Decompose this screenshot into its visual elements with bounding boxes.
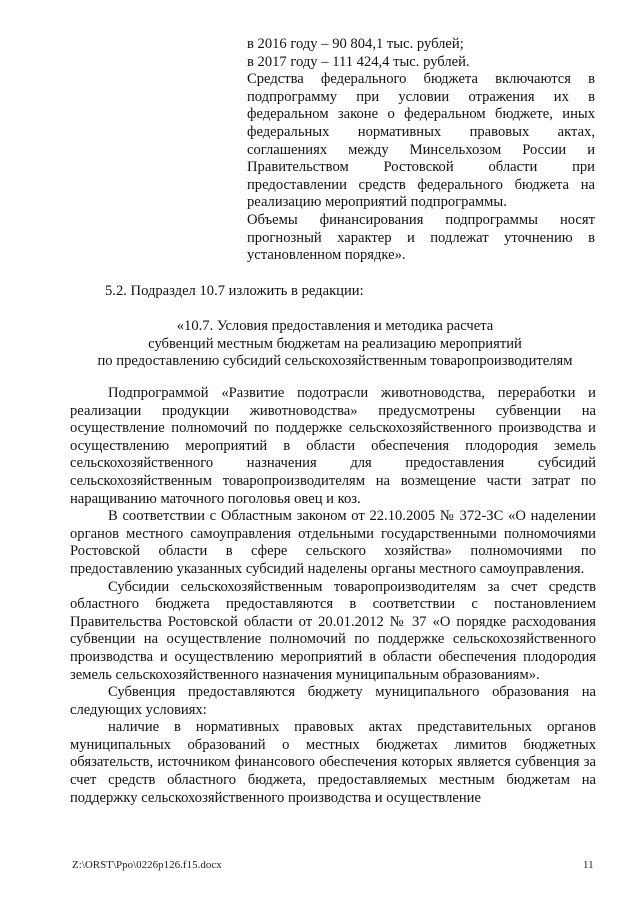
footer-file-path: Z:\ORST\Ppo\0226p126.f15.docx [72, 859, 222, 871]
body-paragraph-2: В соответствии с Областным законом от 22.10.2005 № 372-ЗС «О наделении органов местного самоуправления отдельными государственными полномочиями Ростовской области в сфере сельского хозяйства» полномочиями по предоставлению указанных субсидий наделены органы местного самоуправления. [70, 508, 596, 577]
section-item: 5.2. Подраздел 10.7 изложить в редакции: [105, 283, 364, 299]
body-text [70, 385, 596, 807]
paragraph-federal-funds: Средства федерального бюджета включаются в подпрограмму при условии отражения их в федеральном законе о федеральном бюджете, иных федеральных нормативных правовых актах, соглашениях между Минсельхозом России и Правительством Ростовской области при предоставлении средств федерального бюджета на реализацию мероприятий подпрограммы. [247, 71, 595, 211]
heading-line-1: «10.7. Условия предоставления и методика расчета [176, 318, 494, 334]
section-heading [70, 318, 600, 371]
body-paragraph-5: наличие в нормативных правовых актах представительных органов муниципальных образований о местных бюджетах лимитов бюджетных обязательств, источником финансового обеспечения которых является субвенция за счет средств областного бюджета, предоставляемых местным бюджетам на поддержку сельскохозяйственного производства и осуществление [70, 719, 596, 806]
heading-line-2: субвенций местным бюджетам на реализацию мероприятий [148, 335, 522, 352]
body-paragraph-1: Подпрограммой «Развитие подотрасли животноводства, переработки и реализации продукции животноводства» предусмотрены субвенции на осуществление полномочий по поддержке сельскохозяйственного производства и осуществлению мероприятий в области обеспечения плодородия земель сельскохозяйственного назначения для предоставления субсидий сельскохозяйственным товаропроизводителям на возмещение части затрат по наращиванию маточного поголовья овец и коз. [70, 385, 596, 507]
body-paragraph-4: Субвенция предоставляются бюджету муниципального образования на следующих условиях: [70, 684, 596, 718]
paragraph-financing-volumes: Объемы финансирования подпрограммы носят прогнозный характер и подлежат уточнению в установленном порядке». [247, 211, 595, 264]
footer-page-number: 11 [583, 859, 594, 871]
top-block [247, 36, 595, 265]
line-2016: в 2016 году – 90 804,1 тыс. рублей; [247, 36, 464, 52]
heading-line-3: по предоставлению субсидий сельскохозяйственным товаропроизводителям [97, 353, 573, 370]
body-paragraph-3: Субсидии сельскохозяйственным товаропроизводителям за счет средств областного бюджета предоставляются в соответствии с постановлением Правительства Ростовской области от 20.01.2012 № 37 «О порядке расходования субвенции на осуществление полномочий по поддержке сельскохозяйственного производства и осуществлению мероприятий в области обеспечения плодородия земель сельскохозяйственного назначения муниципальным образованиям». [70, 578, 596, 683]
line-2017: в 2017 году – 111 424,4 тыс. рублей. [247, 53, 470, 70]
